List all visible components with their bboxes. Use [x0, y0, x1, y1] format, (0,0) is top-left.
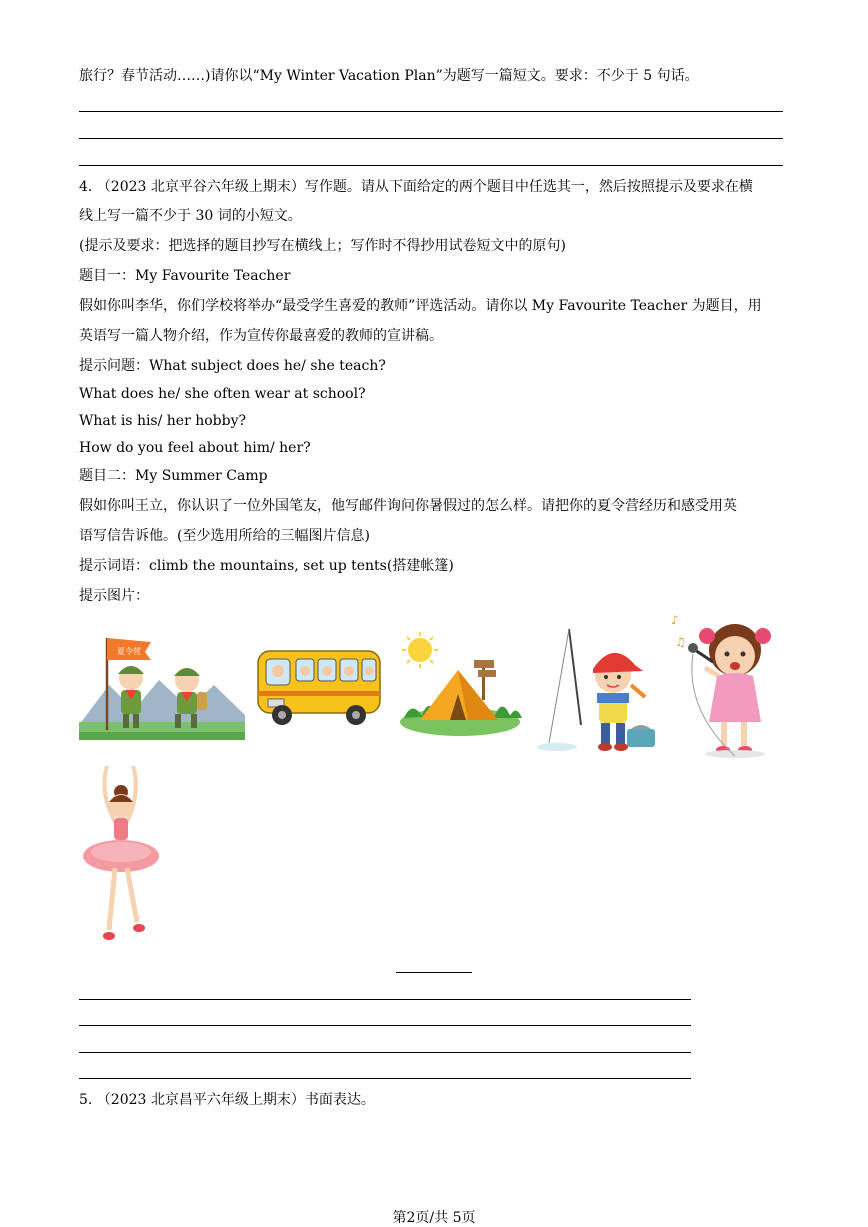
prompt-pictures-label: 提示图片： — [79, 588, 149, 604]
topic1-title: 题目一：My Favourite Teacher — [79, 268, 291, 284]
title-blank-line — [396, 972, 472, 973]
answer-line — [79, 138, 783, 139]
svg-text:♫: ♫ — [675, 635, 686, 649]
prompt-words: 提示词语：climb the mountains, set up tents(搭建帐篷) — [79, 558, 454, 574]
q4-line1: 4. （2023 北京平谷六年级上期末）写作题。请从下面给定的两个题目中任选其一，然后按照提示及要求在横 — [79, 179, 753, 195]
q5-title: 5. （2023 北京昌平六年级上期末）书面表达。 — [79, 1092, 375, 1108]
topic2-desc1: 假如你叫王立，你认识了一位外国笔友，他写邮件询问你暑假过的怎么样。请把你的夏令营经历和感受用英 — [79, 498, 737, 514]
page-footer: 第2页/共 5页 — [392, 1210, 476, 1226]
topic1-desc2: 英语写一篇人物介绍，作为宣传你最喜爱的教师的宣讲稿。 — [79, 328, 443, 344]
camp-hiking-image — [79, 630, 245, 740]
prompt-question-1: 提示问题：What subject does he/ she teach? — [79, 358, 386, 374]
answer-line — [79, 111, 783, 112]
school-bus-image — [254, 645, 384, 730]
topic2-title: 题目二：My Summer Camp — [79, 468, 268, 484]
answer-line — [79, 165, 783, 166]
intro-tail-text: 旅行？春节活动……)请你以“My Winter Vacation Plan”为题写一篇短文。要求：不少于 5 句话。 — [79, 68, 699, 84]
prompt-question-2: What does he/ she often wear at school? — [79, 386, 366, 402]
answer-line — [79, 1078, 691, 1079]
flag-text: 夏令营 — [117, 647, 141, 656]
tent-image — [398, 630, 524, 742]
fishing-image — [535, 625, 660, 755]
answer-line — [79, 999, 691, 1000]
svg-text:♪: ♪ — [671, 613, 679, 627]
q4-line2: 线上写一篇不少于 30 词的小短文。 — [79, 208, 302, 224]
prompt-question-4: How do you feel about him/ her? — [79, 440, 311, 456]
topic2-desc2: 语写信告诉他。(至少选用所给的三幅图片信息) — [79, 528, 370, 544]
q4-requirements: (提示及要求：把选择的题目抄写在横线上；写作时不得抄用试卷短文中的原句) — [79, 238, 566, 254]
answer-line — [79, 1052, 691, 1053]
answer-line — [79, 1025, 691, 1026]
singing-image — [665, 610, 790, 760]
ballet-image — [79, 762, 163, 947]
topic1-desc1: 假如你叫李华，你们学校将举办“最受学生喜爱的教师”评选活动。请你以 My Favourite Teacher 为题目，用 — [79, 298, 762, 314]
prompt-question-3: What is his/ her hobby? — [79, 413, 247, 429]
